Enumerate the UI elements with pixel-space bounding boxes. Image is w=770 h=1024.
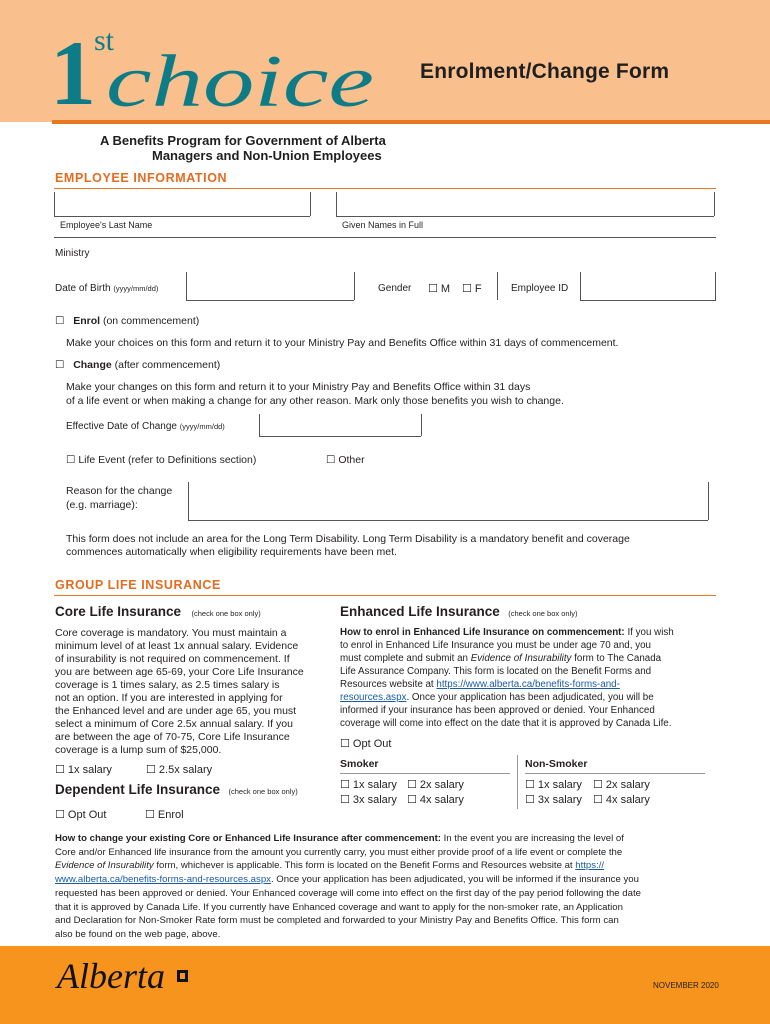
enhanced-opt-out-checkbox[interactable]: ☐ Opt Out <box>340 738 392 750</box>
enrol-option <box>55 315 199 328</box>
smoker-1x-checkbox[interactable]: ☐ 1x salary <box>340 779 397 791</box>
given-name-right-edge <box>714 192 715 216</box>
group-life-section-rule <box>54 595 716 596</box>
employee-id-label: Employee ID <box>511 283 569 294</box>
dependent-opt-out-checkbox[interactable]: ☐ Opt Out <box>55 809 107 821</box>
enrol-checkbox[interactable]: ☐ <box>55 315 65 327</box>
dependent-life-title: Dependent Life Insurance <box>55 782 221 797</box>
last-name-label: Employee's Last Name <box>60 220 153 230</box>
employee-id-field[interactable] <box>581 273 714 299</box>
employee-section-rule <box>54 188 716 189</box>
reason-label-1: Reason for the change <box>66 485 173 497</box>
subtitle-line-2: Managers and Non-Union Employees <box>152 148 382 163</box>
enrol-note: (on commencement) <box>102 315 200 327</box>
enrol-text: Make your choices on this form and return it to your Ministry Pay and Benefits Office within 31 days of commencement. <box>66 337 619 349</box>
given-name-line <box>336 216 714 217</box>
gender-label: Gender <box>378 283 412 294</box>
dob-line <box>186 300 354 301</box>
gender-m-checkbox[interactable]: ☐ M <box>428 283 451 295</box>
benefits-forms-link-1b[interactable]: resources.aspx <box>340 692 407 703</box>
smoker-rule <box>340 773 510 774</box>
last-name-field[interactable] <box>55 193 309 215</box>
svg-text:choice: choice <box>106 41 374 123</box>
smoker-4x-checkbox[interactable]: ☐ 4x salary <box>407 794 464 806</box>
first-choice-logo <box>48 20 388 130</box>
ltd-note-2: commences automatically when eligibility requirements have been met. <box>66 546 397 558</box>
life-event-checkbox[interactable]: ☐ Life Event (refer to Definitions section) <box>66 454 257 466</box>
ministry-label: Ministry <box>55 248 90 259</box>
smoker-divider <box>517 755 518 809</box>
reason-right-edge <box>708 482 709 520</box>
employee-id-right-edge <box>715 272 716 300</box>
dependent-life-heading <box>55 781 298 799</box>
last-name-right-edge <box>310 192 311 216</box>
non-smoker-4x-checkbox[interactable]: ☐ 4x salary <box>593 794 650 806</box>
reason-field[interactable] <box>189 483 707 519</box>
dependent-enrol-checkbox[interactable]: ☐ Enrol <box>145 809 184 821</box>
other-checkbox[interactable]: ☐ Other <box>326 454 365 466</box>
core-life-text: Core coverage is mandatory. You must maintain a minimum level of at least 1x annual salary. Evidence of insurability is not required on commencement. If you are between age 65-69, your Core Life Insurance coverage is 1 times salary, as 2.5 times salary is not an option. If you are interested in applying for the Enhanced level and are under age 65, you must select a minimum of Core 2.5x annual salary. If you are between the age of 70-75, Core Life Insurance coverage is a lump sum of $25,000. <box>55 627 304 756</box>
effective-date-label: Effective Date of Change (yyyy/mm/dd) <box>66 421 225 432</box>
enhanced-life-note: (check one box only) <box>508 609 578 618</box>
smoker-2x-checkbox[interactable]: ☐ 2x salary <box>407 779 464 791</box>
change-label: Change <box>73 359 112 371</box>
non-smoker-label: Non-Smoker <box>525 758 588 770</box>
core-1x-checkbox[interactable]: ☐ 1x salary <box>55 764 112 776</box>
change-text-2: of a life event or when making a change for any other reason. Mark only those benefits you wish to change. <box>66 395 564 407</box>
non-smoker-2x-checkbox[interactable]: ☐ 2x salary <box>593 779 650 791</box>
enhanced-life-text: How to enrol in Enhanced Life Insurance on commencement: If you wish to enrol in Enhanced Life Insurance you must be under age 70 and, you must complete and submit an Evidence of Insurability form to The Canada Life Assurance Company. This form is located on the Benefit Forms and Resources website at https://www.alberta.ca/benefits-forms-and- resources.aspx. Once your application has been adjudicated, you will be informed if your insurance has been approved or denied. Your Enhanced coverage will come into effect on the date that it is approved by Canada Life. <box>340 627 674 729</box>
non-smoker-1x-checkbox[interactable]: ☐ 1x salary <box>525 779 582 791</box>
alberta-logo <box>55 950 195 1000</box>
subtitle-line-1: A Benefits Program for Government of Alberta <box>100 133 386 148</box>
change-note: (after commencement) <box>114 359 221 371</box>
svg-text:st: st <box>94 24 115 57</box>
dob-label: Date of Birth (yyyy/mm/dd) <box>55 283 159 294</box>
footer-date: NOVEMBER 2020 <box>653 981 719 990</box>
core-life-note: (check one box only) <box>191 609 261 618</box>
smoker-label: Smoker <box>340 758 379 770</box>
gender-right-edge <box>497 272 498 300</box>
change-option <box>55 359 220 372</box>
given-names-field[interactable] <box>337 193 713 215</box>
benefits-forms-link-1[interactable]: https://www.alberta.ca/benefits-forms-and- <box>436 679 620 690</box>
benefits-forms-link-2[interactable]: https:// <box>575 860 605 872</box>
effective-date-field[interactable] <box>260 415 420 435</box>
dob-right-edge <box>354 272 355 300</box>
smoker-3x-checkbox[interactable]: ☐ 3x salary <box>340 794 397 806</box>
given-names-label: Given Names in Full <box>342 220 424 230</box>
effective-date-line <box>259 436 421 437</box>
benefits-forms-link-2b[interactable]: www.alberta.ca/benefits-forms-and-resources.aspx <box>55 874 271 886</box>
enrol-label: Enrol <box>73 315 101 327</box>
core-life-heading <box>55 603 261 621</box>
last-name-line <box>54 216 310 217</box>
non-smoker-3x-checkbox[interactable]: ☐ 3x salary <box>525 794 582 806</box>
reason-label-2: (e.g. marriage): <box>66 499 138 511</box>
svg-text:Alberta: Alberta <box>57 956 165 996</box>
enhanced-life-heading <box>340 603 577 621</box>
core-life-title: Core Life Insurance <box>55 604 182 619</box>
core-2-5x-checkbox[interactable]: ☐ 2.5x salary <box>146 764 213 776</box>
form-title: Enrolment/Change Form <box>420 60 670 83</box>
effective-date-right-edge <box>421 414 422 436</box>
employee-id-line <box>580 300 716 301</box>
svg-text:1: 1 <box>50 22 96 124</box>
non-smoker-rule <box>525 773 705 774</box>
ltd-note-1: This form does not include an area for the Long Term Disability. Long Term Disability is a mandatory benefit and coverage <box>66 533 630 545</box>
enhanced-life-title: Enhanced Life Insurance <box>340 604 500 619</box>
dob-field[interactable] <box>187 273 353 299</box>
ministry-field[interactable] <box>110 240 710 262</box>
dependent-life-note: (check one box only) <box>228 787 298 796</box>
ministry-top-rule <box>54 237 716 238</box>
group-life-section-title: GROUP LIFE INSURANCE <box>55 578 221 592</box>
gender-f-checkbox[interactable]: ☐ F <box>462 283 482 295</box>
change-text-1: Make your changes on this form and return it to your Ministry Pay and Benefits Office within 31 days <box>66 381 531 393</box>
reason-line <box>188 520 708 521</box>
employee-section-title: EMPLOYEE INFORMATION <box>55 171 228 185</box>
change-existing-paragraph: How to change your existing Core or Enhanced Life Insurance after commencement: In the event you are increasing the level of Core and/or Enhanced life insurance from the amount you currently carry, you must either provide proof of a life event or complete the Evidence of Insurability form, whichever is applicable. This form is located on the Benefit Forms and Resources website at https:// www.alberta.ca/benefits-forms-and-resources.aspx. Once your application has been adjudicated, you will be informed if the insurance you requested has been approved or denied. Your Enhanced coverage will come into effect on the first day of the pay period following the date that it is approved by Canada Life. If you currently have Enhanced coverage and want to apply for the non-smoker rate, an Application and Declaration for Non-Smoker Rate form must be completed and forwarded to your Ministry Pay and Benefits Office. This form can also be found on the web page, above. <box>55 833 641 940</box>
change-checkbox[interactable]: ☐ <box>55 359 65 371</box>
